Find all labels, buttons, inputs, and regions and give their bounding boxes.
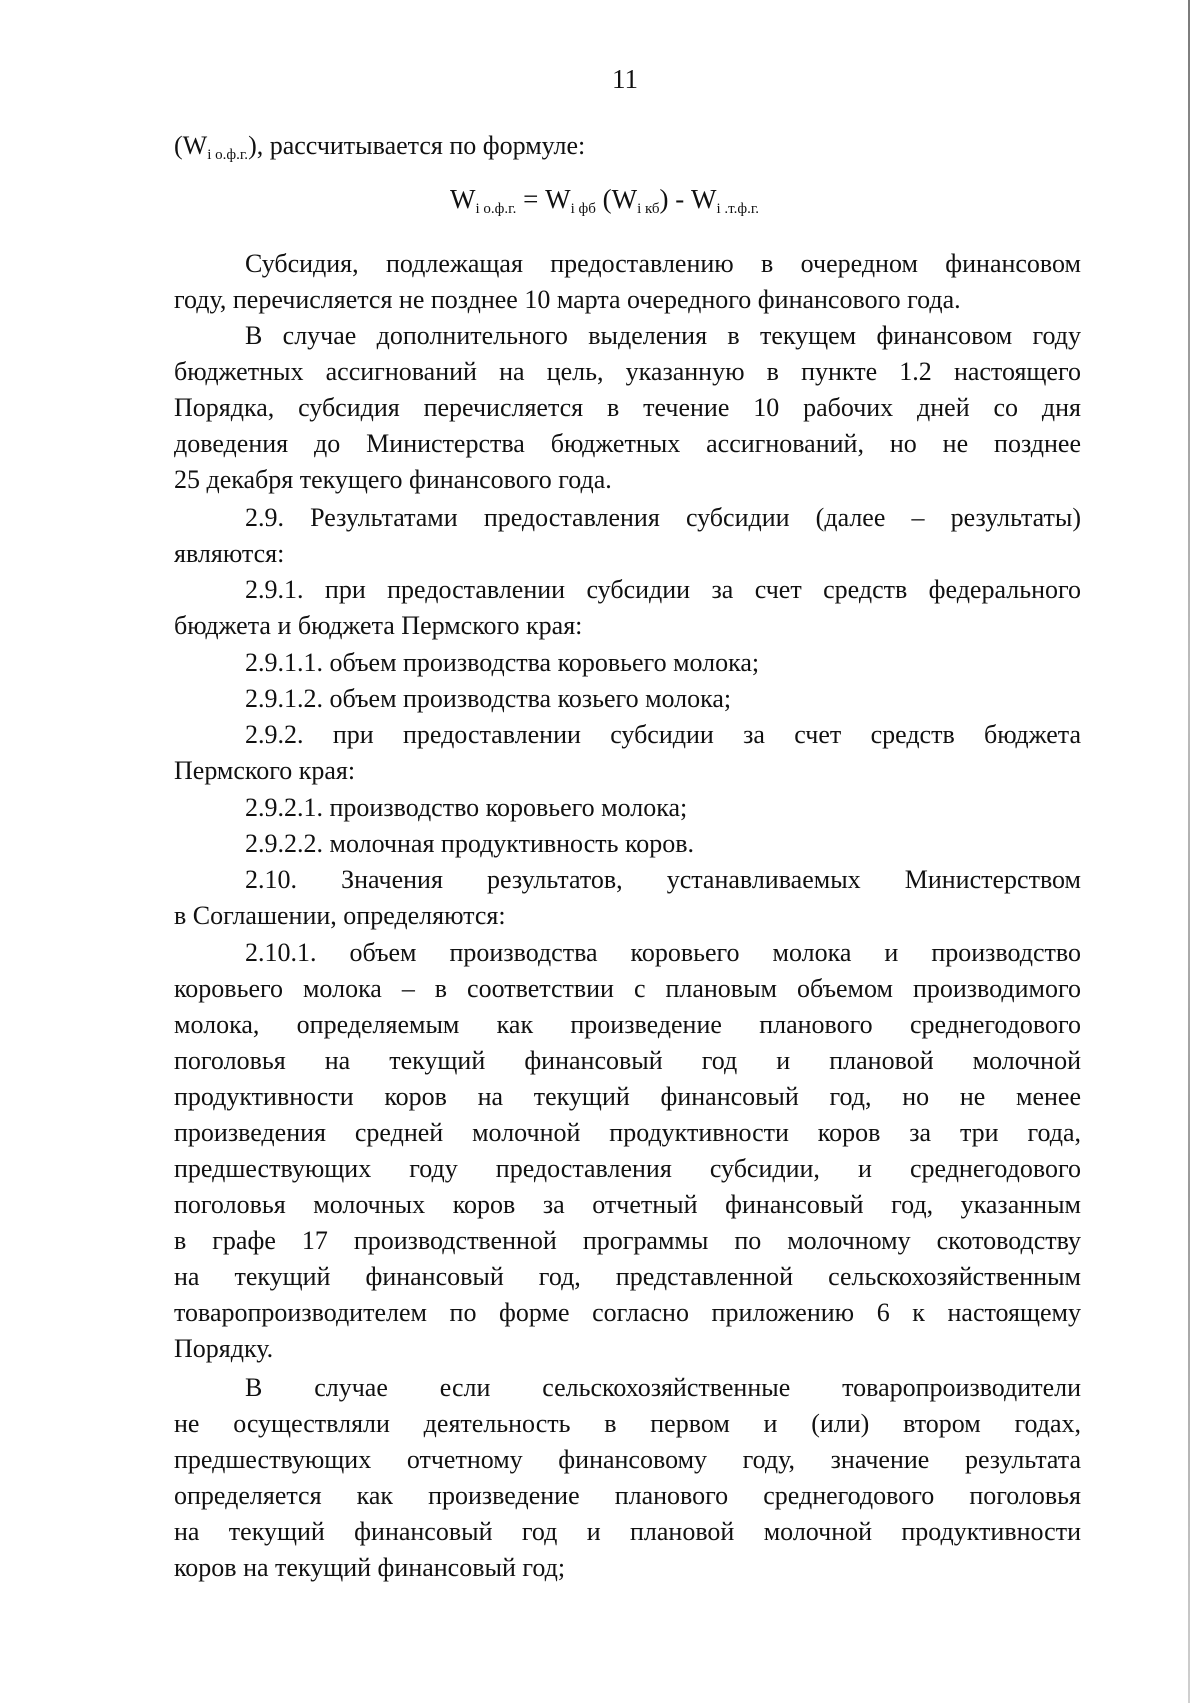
line-21: коровьего молока – в соответствии с плановым объемом производимого — [174, 974, 1081, 1003]
formula-intro-rest: ), рассчитывается по формуле: — [248, 131, 586, 160]
line-22: молока, определяемым как произведение планового среднегодового — [174, 1010, 1081, 1039]
line-20: 2.10.1. объем производства коровьего молока и производство — [245, 938, 1081, 967]
line-24: продуктивности коров на текущий финансовый год, но не менее — [174, 1082, 1081, 1111]
line-3: В случае дополнительного выделения в текущем финансовом году — [245, 321, 1081, 350]
line-26: предшествующих году предоставления субсидии, и среднегодового — [174, 1154, 1081, 1183]
line-37: коров на текущий финансовый год; — [174, 1553, 566, 1582]
line-8: 2.9. Результатами предоставления субсидии (далее – результаты) — [245, 503, 1081, 532]
line-17: 2.9.2.2. молочная продуктивность коров. — [245, 829, 695, 858]
line-13: 2.9.1.2. объем производства козьего молока; — [245, 684, 732, 713]
formula-intro-w: (W — [174, 131, 208, 160]
line-25: произведения средней молочной продуктивности коров за три года, — [174, 1118, 1081, 1147]
line-19: в Соглашении, определяются: — [174, 901, 506, 930]
formula-w1-sub: i о.ф.г. — [475, 201, 517, 217]
line-27: поголовья молочных коров за отчетный финансовый год, указанным — [174, 1190, 1081, 1219]
line-28: в графе 17 производственной программы по молочному скотоводству — [174, 1226, 1081, 1255]
line-36: на текущий финансовый год и плановой молочной продуктивности — [174, 1517, 1081, 1546]
formula-minus-w4: ) - W — [659, 184, 717, 214]
page-number: 11 — [612, 64, 638, 94]
line-2: году, перечисляется не позднее 10 марта очередного финансового года. — [174, 285, 961, 314]
line-4: бюджетных ассигнований на цель, указанную в пункте 1.2 настоящего — [174, 357, 1081, 386]
line-15: Пермского края: — [174, 756, 356, 785]
formula-w2-sub: i фб — [570, 201, 596, 217]
line-5: Порядка, субсидия перечисляется в течение 10 рабочих дней со дня — [174, 393, 1081, 422]
formula — [450, 184, 759, 215]
line-30: товаропроизводителем по форме согласно приложению 6 к настоящему — [174, 1298, 1081, 1327]
line-1: Субсидия, подлежащая предоставлению в очередном финансовом — [245, 249, 1081, 278]
formula-paren-w3: (W — [595, 184, 638, 214]
line-31: Порядку. — [174, 1334, 274, 1363]
line-33: не осуществляли деятельность в первом и (или) втором годах, — [174, 1409, 1081, 1438]
line-34: предшествующих отчетному финансовому году, значение результата — [174, 1445, 1081, 1474]
line-35: определяется как произведение планового среднегодового поголовья — [174, 1481, 1081, 1510]
line-23: поголовья на текущий финансовый год и плановой молочной — [174, 1046, 1081, 1075]
line-9: являются: — [174, 539, 285, 568]
line-32: В случае если сельскохозяйственные товаропроизводители — [245, 1373, 1081, 1402]
line-29: на текущий финансовый год, представленной сельскохозяйственным — [174, 1262, 1081, 1291]
line-7: 25 декабря текущего финансового года. — [174, 465, 612, 494]
line-10: 2.9.1. при предоставлении субсидии за счет средств федерального — [245, 575, 1081, 604]
line-14: 2.9.2. при предоставлении субсидии за счет средств бюджета — [245, 720, 1081, 749]
line-12: 2.9.1.1. объем производства коровьего молока; — [245, 648, 760, 677]
formula-w3-sub: i кб — [637, 201, 660, 217]
formula-w1: W — [450, 184, 476, 214]
line-11: бюджета и бюджета Пермского края: — [174, 611, 583, 640]
scan-edge-line — [1188, 0, 1190, 1703]
line-16: 2.9.2.1. производство коровьего молока; — [245, 793, 688, 822]
formula-intro — [174, 128, 1081, 168]
line-18: 2.10. Значения результатов, устанавливаемых Министерством — [245, 865, 1081, 894]
formula-w4-sub: i .т.ф.г. — [716, 201, 760, 217]
formula-intro-sub: i о.ф.г. — [207, 147, 249, 163]
formula-eq-w2: = W — [516, 184, 571, 214]
line-6: доведения до Министерства бюджетных ассигнований, но не позднее — [174, 429, 1081, 458]
